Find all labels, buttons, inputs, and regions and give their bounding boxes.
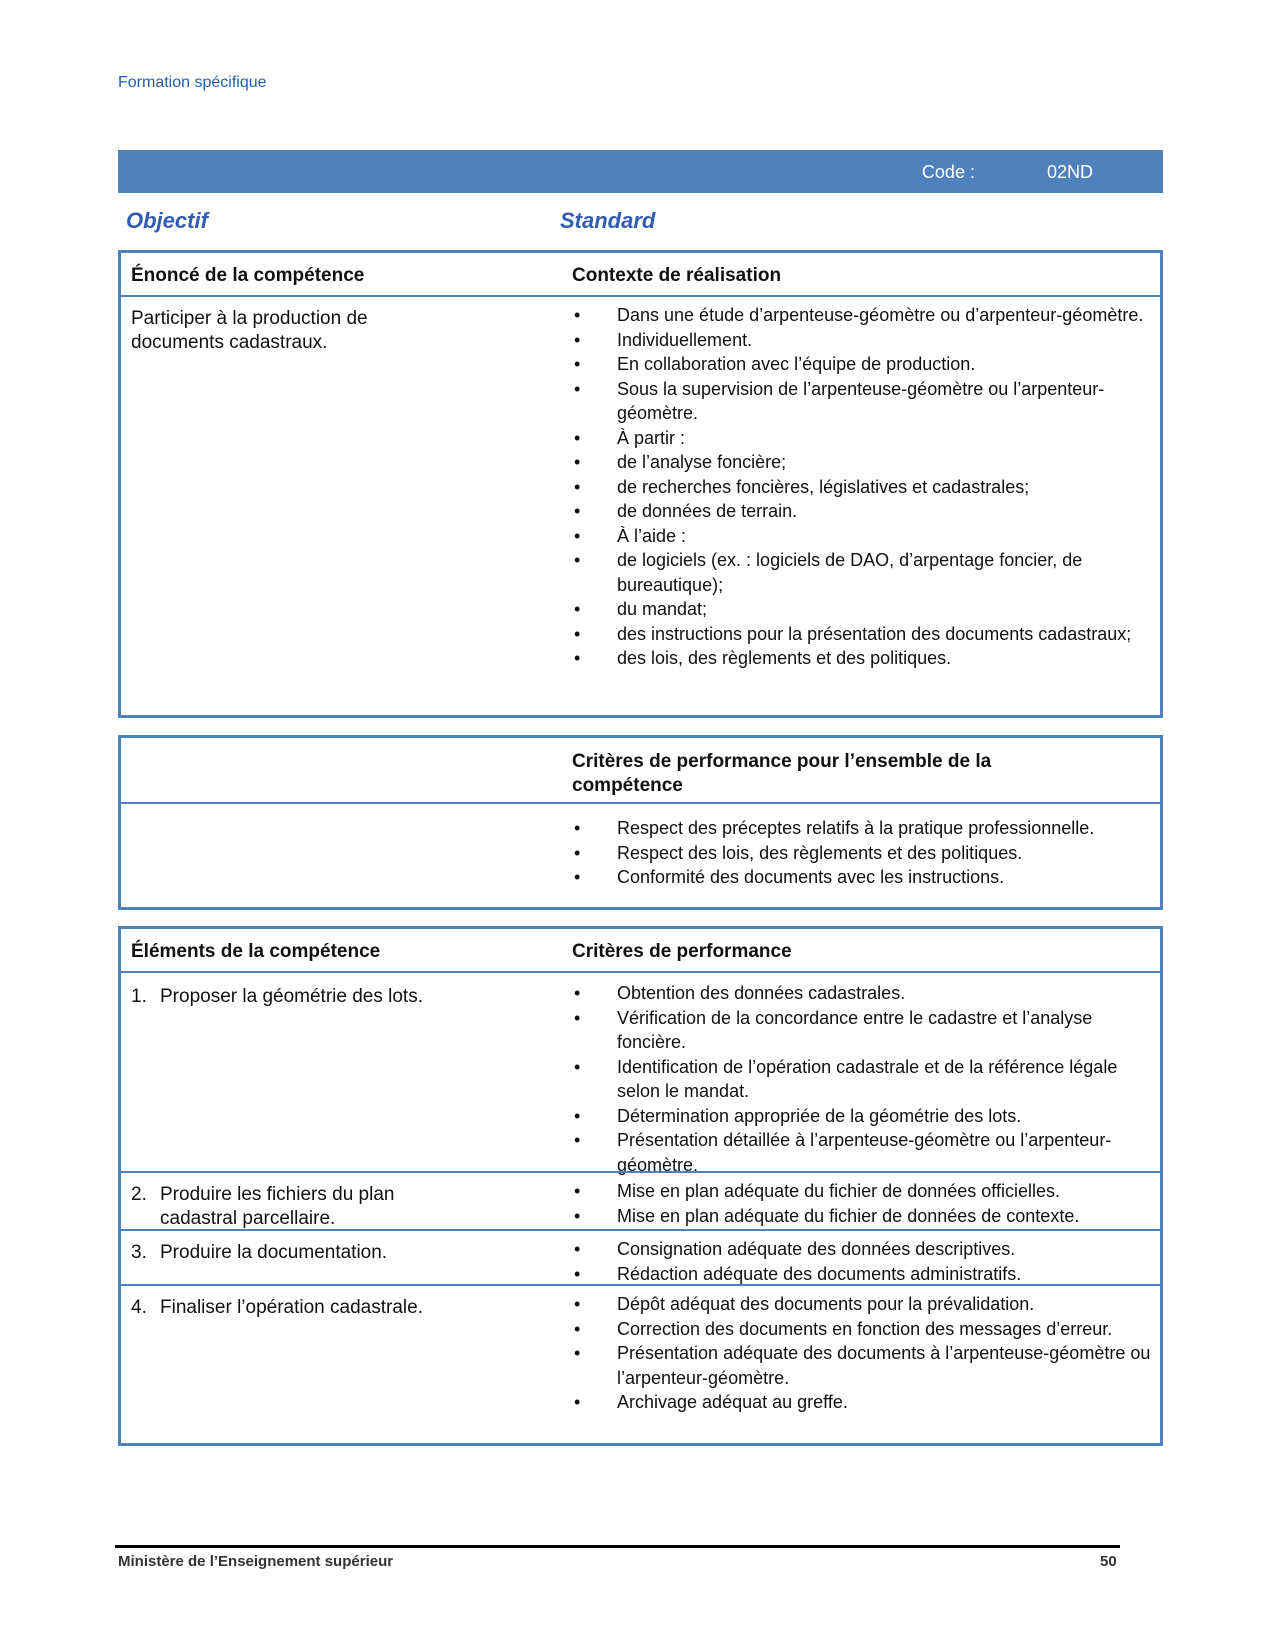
element-number: 1.: [131, 986, 147, 1007]
critere-item: • Archivage adéquat au greffe.: [572, 1390, 1152, 1415]
critere-ensemble-item: • Respect des préceptes relatifs à la pratique professionnelle.: [572, 816, 1152, 841]
footer-ministry: Ministère de l’Enseignement supérieur: [118, 1553, 394, 1570]
critere-item: • Obtention des données cadastrales.: [572, 981, 1152, 1006]
contexte-label: • À partir :: [572, 426, 1152, 451]
element-criteres-list: [572, 1237, 1152, 1286]
element-criteres-list: [572, 981, 1152, 1177]
element-text: Proposer la géométrie des lots.: [160, 986, 423, 1007]
element-criteres: [572, 981, 1152, 1177]
critere-item: • Détermination appropriée de la géométrie des lots.: [572, 1104, 1152, 1129]
contexte-list: [572, 303, 1152, 671]
critere-item: • Identification de l’opération cadastrale et de la référence légale selon le mandat.: [572, 1055, 1152, 1104]
contexte-item: • des instructions pour la présentation des documents cadastraux;: [572, 622, 1152, 647]
element-criteres-list: [572, 1179, 1152, 1228]
contexte-item: • de données de terrain.: [572, 499, 1152, 524]
footer-rule: [115, 1545, 1120, 1548]
row-separator: [121, 1284, 1160, 1286]
row-separator: [121, 1229, 1160, 1231]
criteres-ensemble-header-row: [121, 738, 1160, 804]
code-value: 02ND: [1046, 162, 1093, 182]
running-header: Formation spécifique: [118, 74, 267, 91]
critere-item: • Vérification de la concordance entre le cadastre et l’analyse foncière.: [572, 1006, 1152, 1055]
enonce-text: Participer à la production de documents cadastraux.: [131, 308, 368, 353]
competence-table: [118, 250, 1163, 718]
criteres-ensemble-table: [118, 735, 1163, 910]
standard-heading: Standard: [560, 208, 656, 233]
contexte-item: • Sous la supervision de l’arpenteuse-géomètre ou l’arpenteur-géomètre.: [572, 377, 1152, 426]
critere-item: • Mise en plan adéquate du fichier de données officielles.: [572, 1179, 1152, 1204]
row-separator: [121, 1171, 1160, 1173]
critere-item: • Consignation adéquate des données descriptives.: [572, 1237, 1152, 1262]
criteres-ensemble-wrap: [572, 816, 1152, 890]
element-criteres: [572, 1292, 1152, 1415]
contexte-header: Contexte de réalisation: [572, 265, 782, 286]
code-bar: [118, 150, 1163, 193]
element-number: 2.: [131, 1184, 147, 1205]
critere-item: • Correction des documents en fonction des messages d’erreur.: [572, 1317, 1152, 1342]
element-text: Produire les fichiers du plan cadastral parcellaire.: [160, 1184, 395, 1229]
criteres-ensemble-header: Critères de performance pour l’ensemble de la compétence: [572, 751, 992, 796]
competence-header-row: [121, 253, 1160, 297]
contexte-item: • de l’analyse foncière;: [572, 450, 1152, 475]
enonce-header: Énoncé de la compétence: [131, 265, 365, 286]
elements-table: [118, 926, 1163, 1446]
element-criteres: [572, 1179, 1152, 1228]
criteres-header: Critères de performance: [572, 941, 792, 962]
critere-ensemble-item: • Respect des lois, des règlements et des politiques.: [572, 841, 1152, 866]
critere-item: • Présentation adéquate des documents à l’arpenteuse-géomètre ou l’arpenteur-géomètre.: [572, 1341, 1152, 1390]
contexte-item: • Individuellement.: [572, 328, 1152, 353]
critere-ensemble-item: • Conformité des documents avec les instructions.: [572, 865, 1152, 890]
element-text: Produire la documentation.: [160, 1242, 388, 1263]
element-text: Finaliser l’opération cadastrale.: [160, 1297, 423, 1318]
critere-item: • Rédaction adéquate des documents administratifs.: [572, 1262, 1152, 1287]
contexte-item: • En collaboration avec l’équipe de production.: [572, 352, 1152, 377]
element-criteres: [572, 1237, 1152, 1286]
contexte-label: • À l’aide :: [572, 524, 1152, 549]
element-number: 4.: [131, 1297, 147, 1318]
contexte-item: • Dans une étude d’arpenteuse-géomètre ou d’arpenteur-géomètre.: [572, 303, 1152, 328]
critere-item: • Dépôt adéquat des documents pour la prévalidation.: [572, 1292, 1152, 1317]
contexte-item: • du mandat;: [572, 597, 1152, 622]
page-number: 50: [1100, 1553, 1117, 1570]
contexte-item: • de logiciels (ex. : logiciels de DAO, d’arpentage foncier, de bureautique);: [572, 548, 1152, 597]
code-label: Code :: [921, 162, 975, 182]
contexte-list-wrap: [572, 303, 1152, 671]
critere-item: • Mise en plan adéquate du fichier de données de contexte.: [572, 1204, 1152, 1229]
criteres-ensemble-list: [572, 816, 1152, 890]
elements-header-row: [121, 929, 1160, 973]
contexte-item: • des lois, des règlements et des politiques.: [572, 646, 1152, 671]
element-criteres-list: [572, 1292, 1152, 1415]
elements-header: Éléments de la compétence: [131, 941, 381, 962]
contexte-item: • de recherches foncières, législatives et cadastrales;: [572, 475, 1152, 500]
code-label-group: [922, 162, 1093, 183]
critere-item: • Présentation détaillée à l’arpenteuse-géomètre ou l’arpenteur-géomètre.: [572, 1128, 1152, 1177]
objectif-heading: Objectif: [126, 208, 208, 233]
element-number: 3.: [131, 1242, 147, 1263]
